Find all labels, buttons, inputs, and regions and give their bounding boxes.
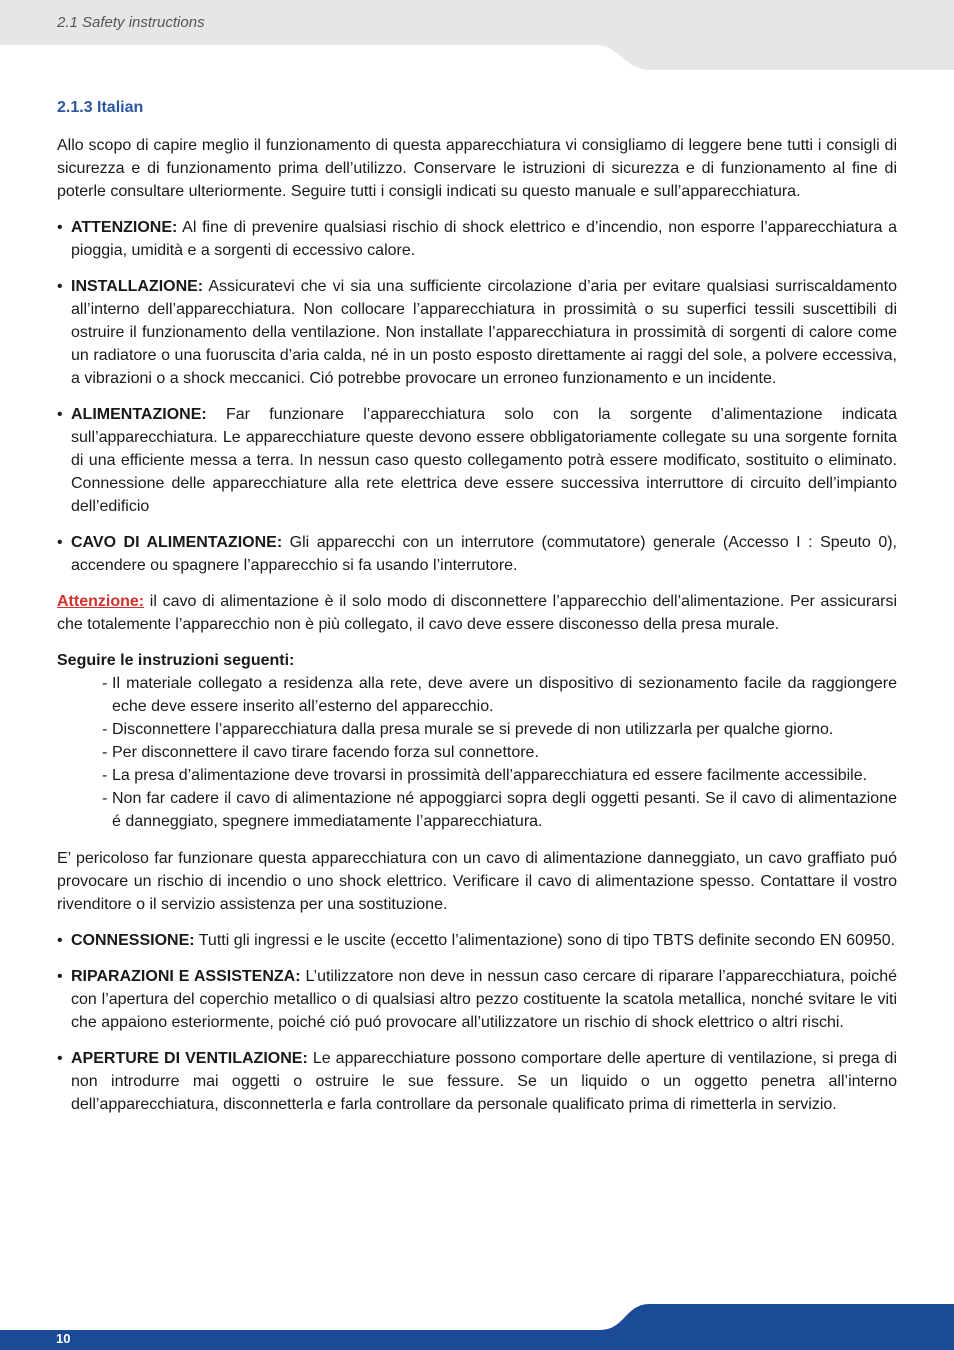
bullet-dot: • [57, 219, 63, 236]
bullet-text: Al fine di prevenire qualsiasi rischio di shock elettrico e d’incendio, non esporre l’apparecchiatura a pioggia, umidità e a sorgenti di eccessivo calore. [71, 219, 897, 259]
bullet-dot: • [57, 534, 63, 551]
bullet-dot: • [57, 932, 63, 949]
footer-band [0, 1304, 954, 1350]
list-item: - La presa d’alimentazione deve trovarsi in prossimità dell’apparecchiatura ed essere facilmente accessibile. [102, 767, 868, 784]
list-item: - Per disconnettere il cavo tirare facendo forza sul connettore. [102, 744, 539, 761]
header-band [0, 0, 954, 70]
bullet-label: CONNESSIONE: [71, 932, 195, 949]
bullet-dot: • [57, 278, 63, 295]
bullet-dot: • [57, 406, 63, 423]
bullet-label: RIPARAZIONI E ASSISTENZA: [71, 968, 301, 985]
bullet-riparazioni [57, 965, 897, 1034]
instructions-list [102, 672, 897, 833]
warning-text: il cavo di alimentazione è il solo modo di disconnettere l’apparecchio dell’alimentazione. Per assicurarsi che totalemente l’apparecchio non è più collegato, il cavo deve essere disconesso della presa murale. [57, 593, 897, 633]
bullet-dot: • [57, 968, 63, 985]
bullet-installazione [57, 275, 897, 390]
bullet-attenzione [57, 216, 897, 262]
bullet-dot: • [57, 1050, 63, 1067]
instructions-title: Seguire le instruzioni seguenti: [57, 652, 295, 669]
list-item: - Il materiale collegato a residenza alla rete, deve avere un dispositivo di sezionamento facile da raggiongere eche deve essere inserito all’esterno del apparecchio. [102, 675, 897, 715]
bullet-text: Far funzionare l’apparecchiatura solo con la sorgente d’alimentazione indicata sull’apparecchiatura. Le apparecchiature queste devono essere obbligatoriamente collegate su una sorgente fornita di una efficiente messa a terra. In nessun caso questo collegamento potrà essere modificato, sostituito o eliminato. Connessione delle apparecchiature alla rete elettrica deve essere successiva interruttore di circuito dell’impianto dell’edificio [71, 406, 897, 515]
warning-paragraph [57, 590, 897, 636]
list-item: - Disconnettere l’apparecchiatura dalla presa murale se si prevede di non utilizzarla per qualche giorno. [102, 721, 834, 738]
warning-label: Attenzione: [57, 593, 145, 610]
running-header: 2.1 Safety instructions [57, 14, 205, 31]
danger-paragraph: E’ pericoloso far funzionare questa apparecchiatura con un cavo di alimentazione danneggiato, un cavo graffiato puó provocare un rischio di incendio o uno shock elettrico. Verificare il cavo di alimentazione spesso. Contattare il vostro rivenditore o il servizio assistenza per una sostituzione. [57, 850, 897, 913]
bullet-alimentazione [57, 403, 897, 518]
list-item: - Non far cadere il cavo di alimentazione né appoggiarci sopra degli oggetti pesanti. Se il cavo di alimentazione é danneggiato, spegnere immediatamente l’apparecchiatura. [102, 790, 897, 830]
bullet-text: Le apparecchiature possono comportare delle aperture di ventilazione, si prega di non introdurre mai oggetti o ostruire le sue fessure. Se un liquido o un oggetto penetra all’interno dell’apparecchiatura, disconnetterla e farla controllare da personale qualificato prima di rimetterla in servizio. [71, 1050, 898, 1113]
bullet-label: ATTENZIONE: [71, 219, 178, 236]
section-title: 2.1.3 Italian [57, 99, 144, 116]
page-number: 10 [56, 1331, 71, 1346]
bullet-text: L’utilizzatore non deve in nessun caso cercare di riparare l’apparecchiatura, poiché con l’apertura del coperchio metallico o di qualsiasi altro pezzo costituente la scatola metallica, nonché svitare le viti che appaiono esteriormente, poiché ció puó provocare all’utilizzatore un rischio di shock elettrico o altri rischi. [71, 968, 898, 1031]
bullet-aperture [57, 1047, 897, 1116]
bullet-text: Assicuratevi che vi sia una sufficiente circolazione d’aria per evitare qualsiasi surriscaldamento all’interno dell’apparecchiatura. Non collocare l’apparecchiatura in prossimità o su superfici tessili suscettibili di ostruire il funzionamento della ventilazione. Non installate l’apparecchiatura in prossimità di sorgenti di calore come un radiatore o una fuoruscita d’aria calda, né in un posto esposto direttamente ai raggi del sole, a polvere eccessiva, a vibrazioni o a shock meccanici. Ció potrebbe provocare un erroneo funzionamento e un incidente. [71, 278, 897, 387]
page-content [57, 96, 897, 1129]
bullet-cavo [57, 531, 897, 577]
bullet-connessione [57, 929, 897, 952]
intro-paragraph: Allo scopo di capire meglio il funzionamento di questa apparecchiatura vi consigliamo di leggere bene tutti i consigli di sicurezza e di funzionamento prima dell’utilizzo. Conservare le istruzioni di sicurezza e di funzionamento al fine di poterle consultare ulteriormente. Seguire tutti i consigli indicati su questo manuale e sull’apparecchiatura. [57, 137, 897, 200]
bullet-label: ALIMENTAZIONE: [71, 406, 207, 423]
bullet-text: Gli apparecchi con un interrutore (commutatore) generale (Accesso I : Speuto 0), accendere ou spagnere l’apparecchio si fa usando l’interrutore. [71, 534, 897, 574]
bullet-label: INSTALLAZIONE: [71, 278, 204, 295]
bullet-text: Tutti gli ingressi e le uscite (eccetto l’alimentazione) sono di tipo TBTS definite secondo EN 60950. [194, 932, 896, 949]
bullet-label: APERTURE DI VENTILAZIONE: [71, 1050, 308, 1067]
bullet-label: CAVO DI ALIMENTAZIONE: [71, 534, 283, 551]
